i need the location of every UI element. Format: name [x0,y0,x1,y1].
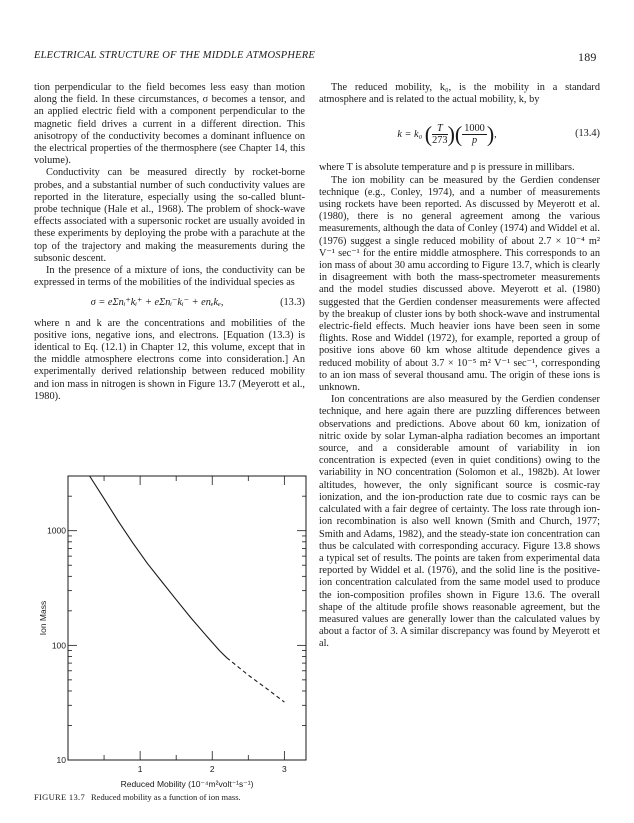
left-column [34,82,305,403]
equation-body: k = k₀ ( $\frac{T}{273}$ )( $\frac{1000}{p}$ ), [397,121,497,147]
figure-13-7 [34,470,314,800]
caption-text: Reduced mobility as a function of ion mass. [91,792,241,802]
x-tick-label: 2 [209,764,215,774]
figure-label: FIGURE 13.7 [34,792,85,802]
page-number: 189 [578,50,597,64]
paragraph: The ion mobility can be measured by the Gerdien condenser technique (e.g., Conley, 1974), and a number of measurements using rockets have been reported. As discussed by Meyerott et al. (1980), there is no general agreement among the various measurements, although the data of Conley (1974) and Widdel et al. (1976) suggest a single reduced mobility of about 2.7 × 10⁻⁴ m² V⁻¹ sec⁻¹ for the entire middle atmosphere. This corresponds to an ion mass of about 30 amu according to Figure 13.7, which is clearly in disagreement with both the mass-spectrometer measurements and the model studies discussed above. Meyerott et al. (1980) suggested that the Gerdien condenser measurements were affected by the breakup of cluster ions by both shock-wave and instrumental electric-field effects. Much heavier ions have been seen in some flights. Rose and Widdel (1972), for example, reported a group of positive ions above 60 km whose altitude dependence gives a reduced mobility of about 3.7 × 10⁻⁵ m² V⁻¹ sec⁻¹, corresponding to an ion mass of several thousand amu. The origin of these ions is unknown. [319,174,600,394]
equation-number: (13.4) [575,128,600,140]
fraction-1000-p: $\frac{1000}{p}$ [464,122,485,146]
mobility-curve [90,476,227,658]
plot-frame [68,476,306,760]
paragraph: where n and k are the concentrations and mobilities of the positive ions, negative ions, and electrons. [Equation (13.3) is identical to Eq. (12.1) in Chapter 12, this volume, except that in the middle atmosphere electrons come into consideration.] An experimentally derived relationship between reduced mobility and ion mass in nitrogen is shown in Figure 13.7 (Meyerott et al., 1980). [34,317,305,402]
running-header: ELECTRICAL STRUCTURE OF THE MIDDLE ATMOSPHERE [34,50,315,61]
x-tick-label: 3 [281,764,287,774]
equation-13-3 [34,297,305,309]
fraction-t-273: $\frac{T}{273}$ [432,122,448,146]
paragraph: Conductivity can be measured directly by rocket-borne probes, and a substantial number of such conductivity values are reported in the literature, especially using the so-called blunt-probe technique (Hale et al., 1968). The problem of shock-wave effects associated with a supersonic rocket are usually avoided in these experiments by deploying the probe with a parachute at the top of the trajectory and making the measurements during the subsonic descent. [34,167,305,264]
paragraph: Ion concentrations are also measured by the Gerdien condenser technique, and here again there are puzzling differences between observations and predictions. Above about 60 km, ionization of nitric oxide by solar Lyman-alpha radiation becomes an important source, and a considerable amount of variability in ion concentration is expected (even in quiet conditions) owing to the variability in NO concentration (Solomon et al., 1982b). At lower altitudes, however, the only significant source is cosmic-ray ionization, and the ion-production rate due to cosmic rays can be calculated with a fair degree of certainty. The loss rate through ion-ion recombination is also well known (Smith and Church, 1977; Smith and Adams, 1982), and the steady-state ion concentration can thus be calculated with corresponding accuracy. Figure 13.8 shows a typical set of results. The points are taken from experimental data reported by Widdel et al. (1976), and the solid line is the positive-ion concentration calculated from the same model used to produce the ion-composition profiles shown in Figure 13.6. The overall shape of the altitude profile shows reasonable agreement, but the measured values are generally lower than the calculated values by about a factor of 3. A similar discrepancy was found by Meyerott et al. [319,394,600,650]
paragraph: The reduced mobility, k₀, is the mobility in a standard atmosphere and is related to the actual mobility, k, by [319,82,600,106]
x-axis-label: Reduced Mobility (10⁻⁴m²volt⁻¹s⁻¹) [120,779,254,789]
paragraph: tion perpendicular to the field becomes less easy than motion along the field. In these circumstances, σ becomes a tensor, and an applied electric field with a component perpendicular to the magnetic field drives a current in a different direction. This anisotropy of the conductivity becomes a dominant influence on the electrical properties of the thermosphere (see Chapter 14, this volume). [34,82,305,167]
figure-caption [34,792,241,802]
y-tick-label: 1000 [47,525,66,536]
equation-body: σ = eΣnᵢ⁺kᵢ⁺ + eΣnᵢ⁻kᵢ⁻ + enₑkₑ, [90,297,224,309]
extrapolated-curve [227,658,285,702]
y-tick-label: 10 [56,755,66,765]
paragraph: where T is absolute temperature and p is pressure in millibars. [319,162,575,174]
y-axis-label: Ion Mass [38,600,48,636]
y-tick-label: 100 [51,640,66,651]
equation-13-4 [319,114,600,154]
paragraph: In the presence of a mixture of ions, the conductivity can be expressed in terms of the mobilities of the individual species as [34,265,305,289]
equation-lhs: k = k₀ [397,128,423,140]
equation-number: (13.3) [280,297,305,309]
right-column [319,82,600,651]
x-tick-label: 1 [137,764,143,774]
mobility-chart [34,470,314,790]
